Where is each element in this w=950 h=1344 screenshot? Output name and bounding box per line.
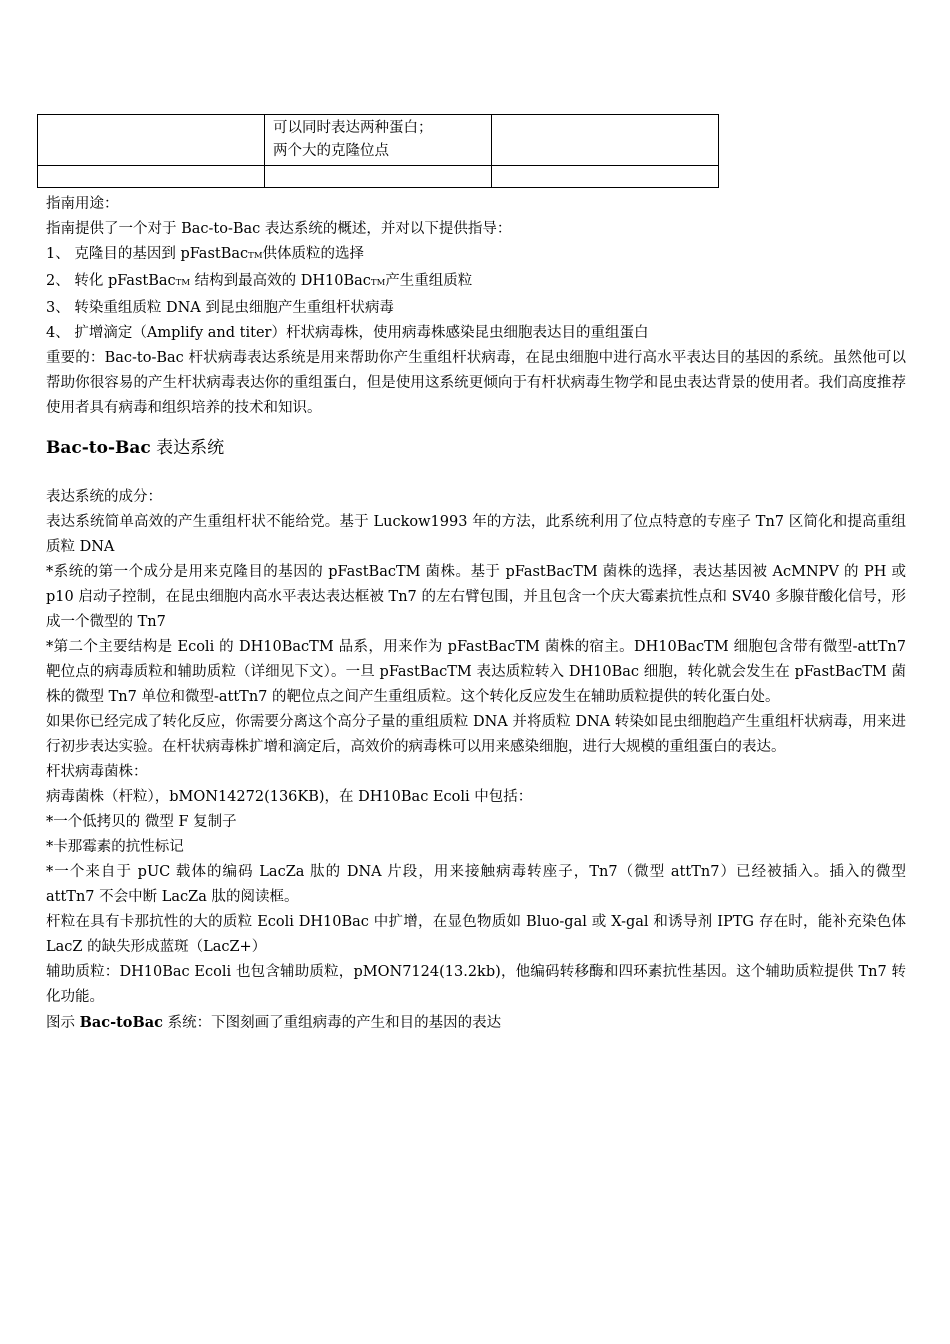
- section-heading: Bac-to-Bac 表达系统: [46, 438, 225, 458]
- paragraph: 病毒菌株（杆粒），bMON14272(136KB)，在 DH10Bac Ecoli 中包括：: [46, 789, 533, 805]
- table-cell-line: 两个大的克隆位点: [273, 143, 389, 159]
- paragraph: 辅助质粒：DH10Bac Ecoli 也包含辅助质粒，pMON7124(13.2kb)，他编码转移酶和四环素抗性基因。这个辅助质粒提供 Tn7 转化功能。: [46, 964, 906, 1005]
- paragraph: *一个低拷贝的 微型 F 复制子: [46, 814, 237, 830]
- list-item: 1、 克隆目的基因到 pFastBacTM供体质粒的选择: [46, 246, 365, 262]
- table-row: [38, 166, 719, 188]
- components-title: 表达系统的成分：: [46, 489, 162, 505]
- table-cell: [38, 166, 265, 188]
- table-cell: [492, 166, 719, 188]
- table-row: [38, 115, 719, 166]
- table-cell: [265, 166, 492, 188]
- guide-title: 指南用途：: [46, 196, 119, 212]
- paragraph: *卡那霉素的抗性标记: [46, 839, 184, 855]
- spec-table: [37, 114, 719, 188]
- table-cell: [265, 115, 492, 166]
- list-item: 3、 转染重组质粒 DNA 到昆虫细胞产生重组杆状病毒: [46, 300, 394, 316]
- paragraph: *系统的第一个成分是用来克隆目的基因的 pFastBacTM 菌株。基于 pFastBacTM 菌株的选择，表达基因被 AcMNPV 的 PH 或 p10 启动子控制，在昆虫细胞内高水平表达表达框被 Tn7 的左右臂包围，并且包含一个庆大霉素抗性点和 SV40 多腺苷酸化信号，形成一个微型的 Tn7: [46, 564, 906, 630]
- list-item: 4、 扩增滴定（Amplify and titer）杆状病毒株，使用病毒株感染昆虫细胞表达目的重组蛋白: [46, 325, 649, 341]
- table-cell: [38, 115, 265, 166]
- important-note: 重要的：Bac-to-Bac 杆状病毒表达系统是用来帮助你产生重组杆状病毒，在昆虫细胞中进行高水平表达目的基因的系统。虽然他可以帮助你很容易的产生杆状病毒表达你的重组蛋白，但是使用这系统更倾向于有杆状病毒生物学和昆虫表达背景的使用者。我们高度推荐使用者具有病毒和组织培养的技术和知识。: [46, 350, 906, 416]
- figure-caption: 图示 Bac-toBac 系统：下图刻画了重组病毒的产生和目的基因的表达: [46, 1014, 502, 1031]
- paragraph: 杆粒在具有卡那抗性的大的质粒 Ecoli DH10Bac 中扩增，在显色物质如 Bluo-gal 或 X-gal 和诱导剂 IPTG 存在时，能补充染色体 LacZ 的缺失形成蓝斑（LacZ+）: [46, 914, 906, 955]
- paragraph: *一个来自于 pUC 载体的编码 LacZa 肽的 DNA 片段，用来接触病毒转座子，Tn7（微型 attTn7）已经被插入。插入的微型 attTn7 不会中断 LacZa 肽的阅读框。: [46, 864, 906, 905]
- list-item: 2、 转化 pFastBacTM 结构到最高效的 DH10BacTM产生重组质粒: [46, 273, 473, 289]
- strain-title: 杆状病毒菌株：: [46, 764, 148, 780]
- paragraph: 表达系统简单高效的产生重组杆状不能给党。基于 Luckow1993 年的方法，此系统利用了位点特意的专座子 Tn7 区简化和提高重组质粒 DNA: [46, 514, 906, 555]
- table-cell: [492, 115, 719, 166]
- paragraph: *第二个主要结构是 Ecoli 的 DH10BacTM 品系，用来作为 pFastBacTM 菌株的宿主。DH10BacTM 细胞包含带有微型-attTn7 靶位点的病毒质粒和辅助质粒（详细见下文）。一旦 pFastBacTM 表达质粒转入 DH10Bac 细胞，转化就会发生在 pFastBacTM 菌株的微型 Tn7 单位和微型-attTn7 的靶位点之间产生重组质粒。这个转化反应发生在辅助质粒提供的转化蛋白处。: [46, 639, 906, 705]
- paragraph: 如果你已经完成了转化反应，你需要分离这个高分子量的重组质粒 DNA 并将质粒 DNA 转染如昆虫细胞趋产生重组杆状病毒，用来进行初步表达实验。在杆状病毒株扩增和滴定后，高效价的病毒株可以用来感染细胞，进行大规模的重组蛋白的表达。: [46, 714, 906, 755]
- document-body: [46, 192, 906, 1036]
- table-cell-line: 可以同时表达两种蛋白；: [273, 120, 433, 136]
- guide-intro: 指南提供了一个对于 Bac-to-Bac 表达系统的概述，并对以下提供指导：: [46, 221, 512, 237]
